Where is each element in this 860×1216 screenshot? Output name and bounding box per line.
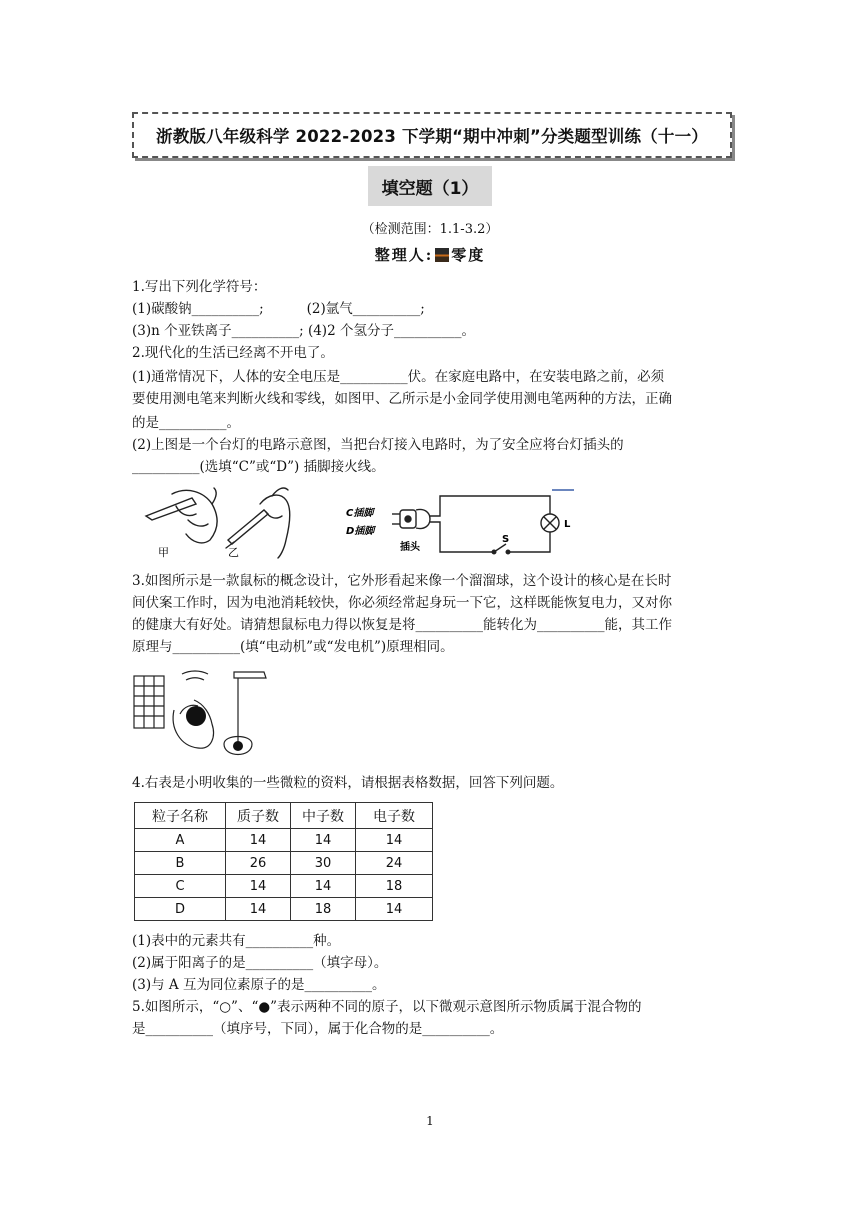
test-pen-figure xyxy=(132,484,302,560)
q4-stem: 4.右表是小明收集的一些微粒的资料，请根据表格数据，回答下列问题。 xyxy=(132,775,564,791)
q2-part2-line2: __________(选填“C”或“D”) 插脚接火线。 xyxy=(132,459,385,475)
label-plug: 插头 xyxy=(400,542,420,553)
table-cell: 24 xyxy=(356,852,433,875)
figure-label-jia: 甲 xyxy=(158,546,169,559)
label-c-pin: C插脚 xyxy=(346,508,374,519)
table-row xyxy=(135,852,433,875)
table-header-row xyxy=(135,803,433,829)
document-title-box xyxy=(132,112,732,158)
q2-part1-line1: (1)通常情况下，人体的安全电压是__________伏。在家庭电路中，在安装电路之前，必须 xyxy=(132,369,665,385)
table-row xyxy=(135,829,433,852)
q3-line4: 原理与__________(填“电动机”或“发电机”)原理相同。 xyxy=(132,639,454,655)
table-cell: 30 xyxy=(291,852,356,875)
q4-sub3: (3)与 A 互为同位素原子的是__________。 xyxy=(132,977,386,993)
table-header-cell: 质子数 xyxy=(226,803,291,829)
q1-line2: (3)n 个亚铁离子__________; (4)2 个氢分子__________。 xyxy=(132,323,475,339)
scope-note: （检测范围：1.1-3.2） xyxy=(361,222,499,237)
editor-line xyxy=(0,244,860,265)
q3-line3: 的健康大有好处。请猜想鼠标电力得以恢复是将__________能转化为__________能，其工作 xyxy=(132,617,672,633)
table-row xyxy=(135,875,433,898)
q3-line1: 3.如图所示是一款鼠标的概念设计，它外形看起来像一个溜溜球，这个设计的核心是在长时 xyxy=(132,573,672,589)
q5-line2: 是__________（填序号，下同），属于化合物的是__________。 xyxy=(132,1021,504,1037)
table-cell: 14 xyxy=(226,875,291,898)
page-number: 1 xyxy=(426,1114,434,1128)
table-cell: 18 xyxy=(356,875,433,898)
table-row xyxy=(135,898,433,921)
q3-line2: 间伏案工作时，因为电池消耗较快，你必须经常起身玩一下它，这样既能恢复电力，又对你 xyxy=(132,595,672,611)
q4-sub1: (1)表中的元素共有__________种。 xyxy=(132,933,341,949)
table-cell: A xyxy=(135,829,226,852)
table-cell: 26 xyxy=(226,852,291,875)
document-title: 浙教版八年级科学 2022-2023 下学期“期中冲刺”分类题型训练（十一） xyxy=(156,127,708,146)
section-heading: 填空题（1） xyxy=(381,178,479,199)
table-header-cell: 中子数 xyxy=(291,803,356,829)
section-heading-box xyxy=(368,166,492,206)
editor-name: 零度 xyxy=(451,246,486,264)
editor-logo-icon xyxy=(435,248,449,262)
particle-table xyxy=(134,802,433,921)
q4-sub2: (2)属于阳离子的是__________（填字母）。 xyxy=(132,955,388,971)
label-switch: S xyxy=(502,534,510,545)
table-header-cell: 粒子名称 xyxy=(135,803,226,829)
table-header-cell: 电子数 xyxy=(356,803,433,829)
q1-stem: 1.写出下列化学符号： xyxy=(132,279,267,295)
q2-stem: 2.现代化的生活已经离不开电了。 xyxy=(132,345,334,361)
label-lamp: L xyxy=(564,519,571,530)
q1-line1: (1)碳酸钠__________; (2)氩气__________; xyxy=(132,301,425,317)
table-cell: 14 xyxy=(356,829,433,852)
table-cell: 14 xyxy=(226,898,291,921)
table-cell: 14 xyxy=(356,898,433,921)
lamp-circuit-figure xyxy=(344,486,576,558)
yoyo-mouse-figure xyxy=(132,664,282,768)
q5-line1: 5.如图所示，“○”、“●”表示两种不同的原子，以下微观示意图所示物质属于混合物的 xyxy=(132,999,642,1015)
table-cell: 14 xyxy=(291,875,356,898)
q2-part1-line3: 的是__________。 xyxy=(132,415,240,431)
figure-label-yi: 乙 xyxy=(228,546,239,559)
q2-part2-line1: (2)上图是一个台灯的电路示意图，当把台灯接入电路时，为了安全应将台灯插头的 xyxy=(132,437,624,453)
table-cell: 18 xyxy=(291,898,356,921)
table-cell: C xyxy=(135,875,226,898)
q2-part1-line2: 要使用测电笔来判断火线和零线，如图甲、乙所示是小金同学使用测电笔两种的方法，正确 xyxy=(132,391,672,407)
table-cell: B xyxy=(135,852,226,875)
editor-prefix: 整理人: xyxy=(374,246,434,264)
table-cell: 14 xyxy=(226,829,291,852)
table-cell: D xyxy=(135,898,226,921)
table-cell: 14 xyxy=(291,829,356,852)
label-d-pin: D插脚 xyxy=(346,526,375,537)
